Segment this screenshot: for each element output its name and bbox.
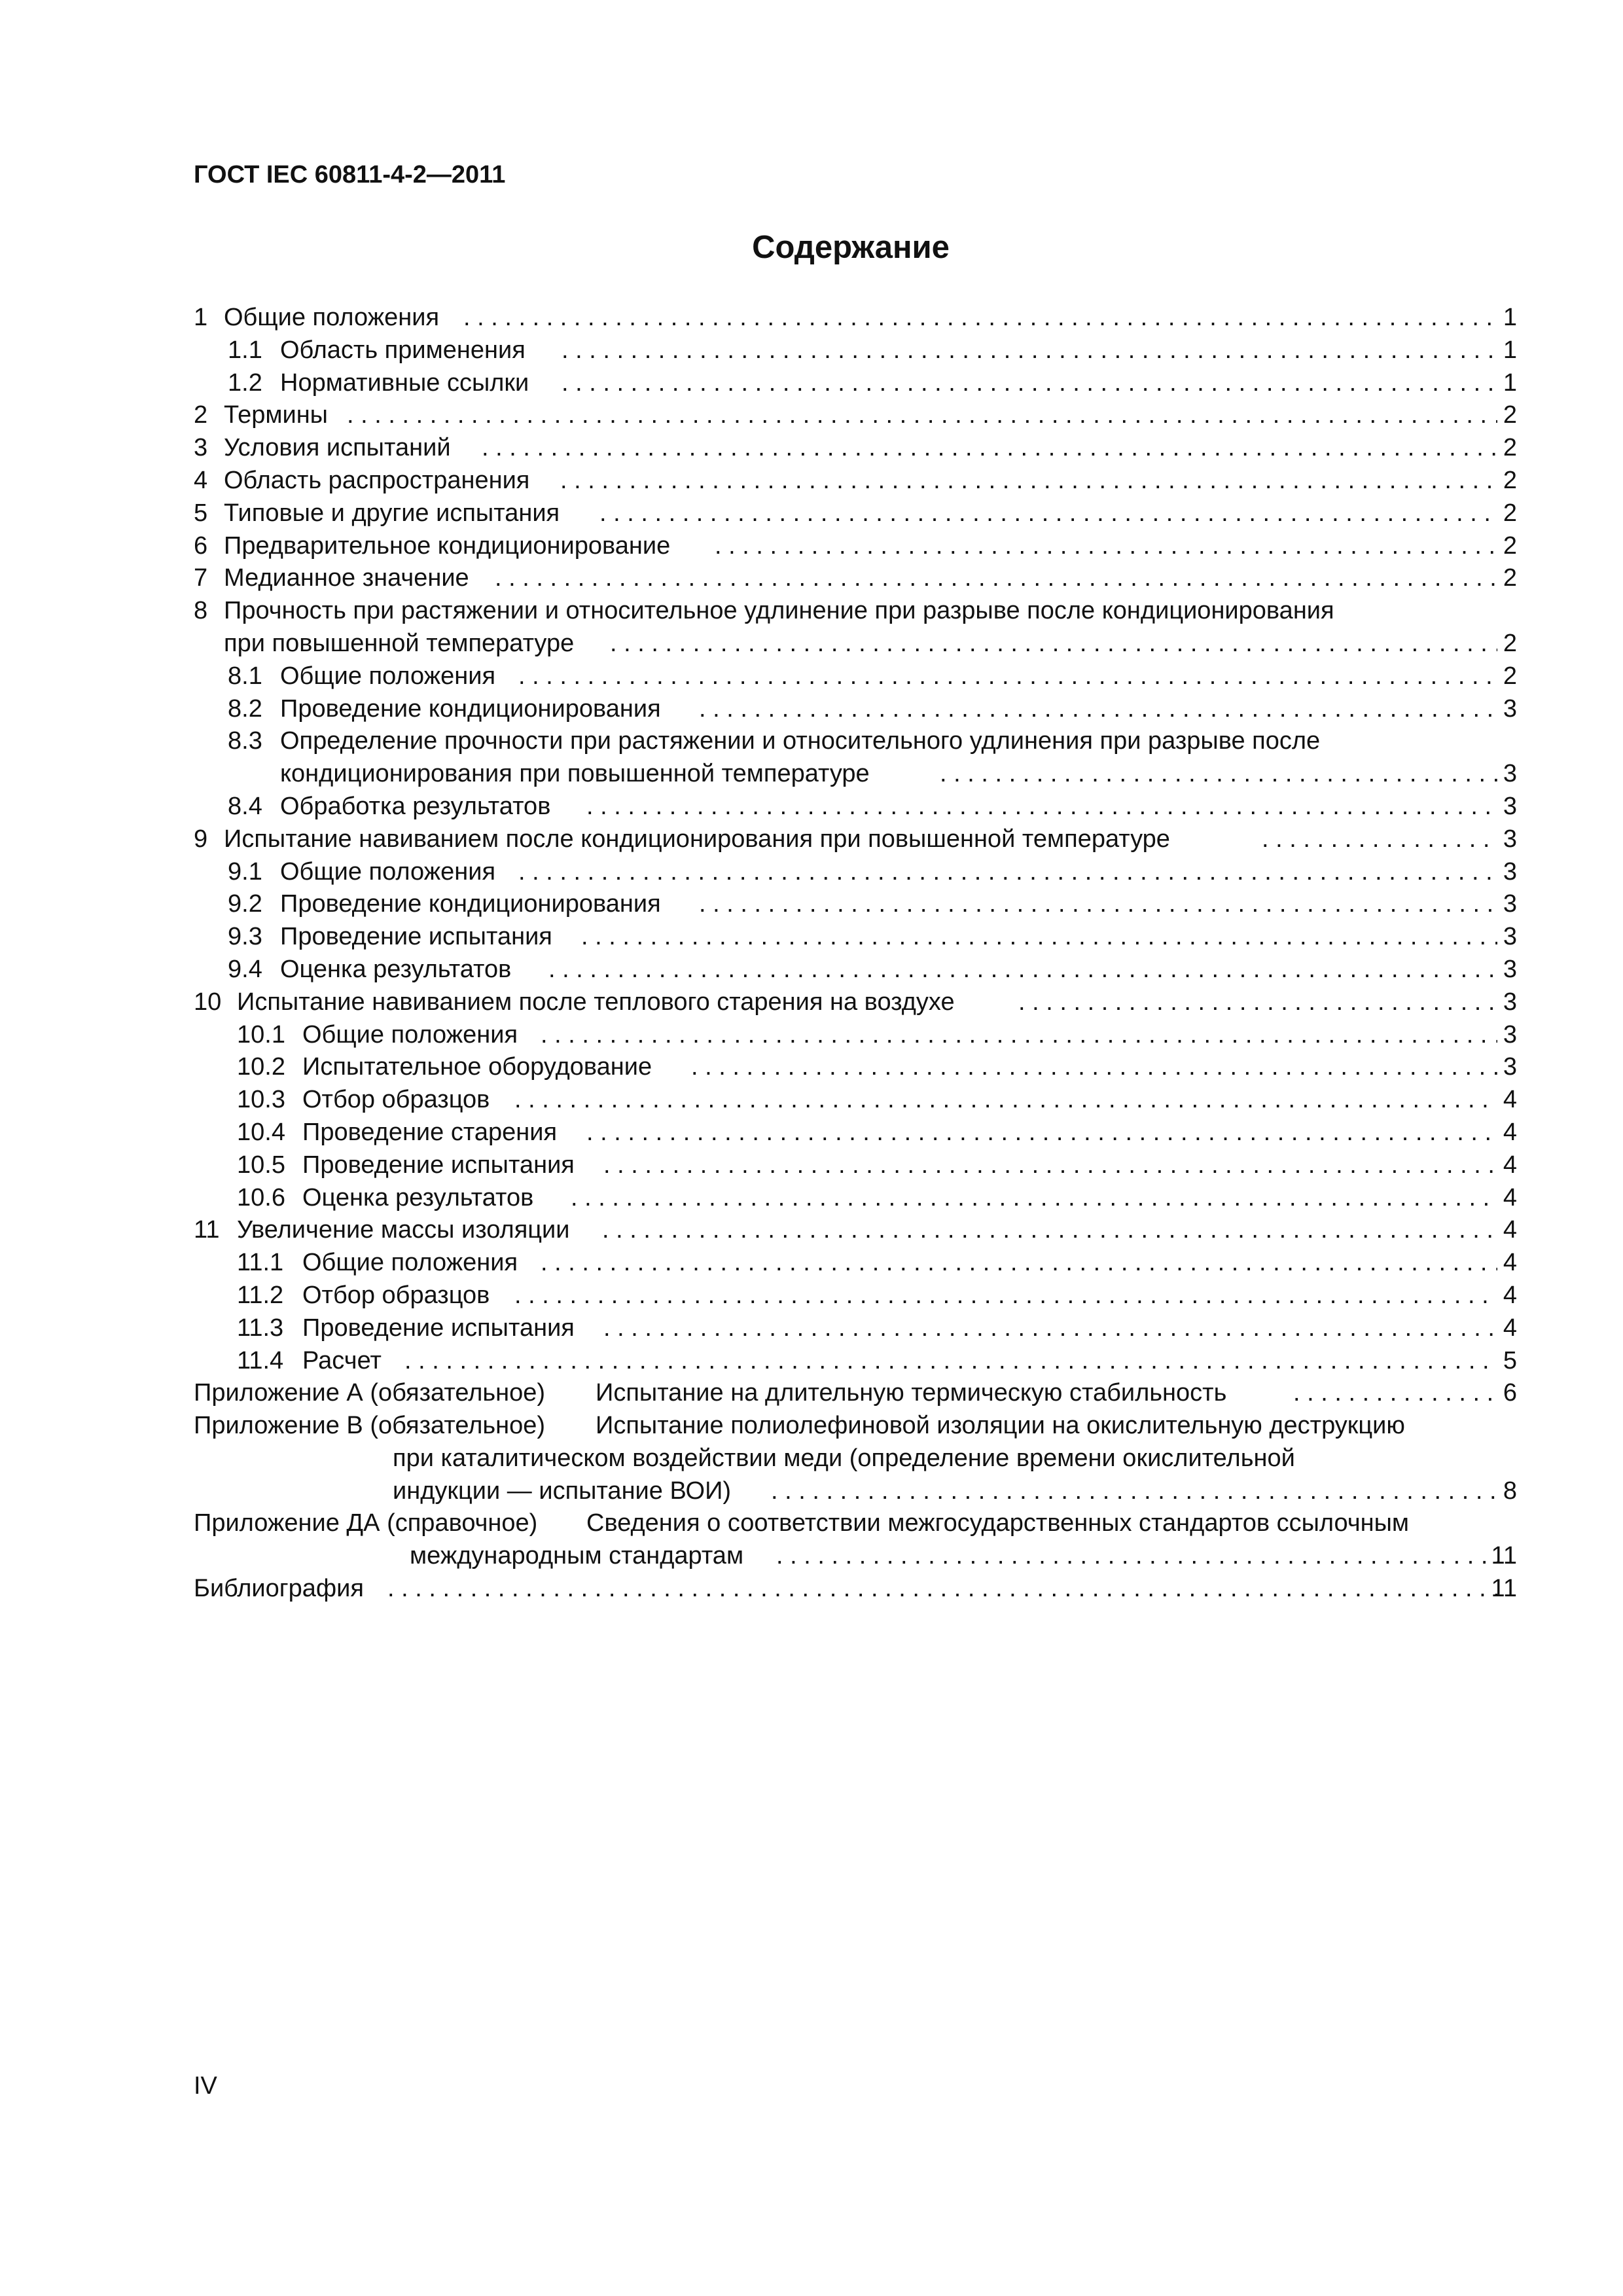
- toc-entry-number: 10.4: [237, 1118, 285, 1146]
- dot-leader: [691, 1051, 1497, 1084]
- toc-entry-page: 2: [1503, 629, 1517, 657]
- toc-entry-page: 2: [1503, 499, 1517, 527]
- toc-entry-title: Отбор образцов: [302, 1281, 490, 1309]
- dot-leader: [586, 1117, 1497, 1149]
- toc-entry-title: Нормативные ссылки: [280, 368, 529, 397]
- toc-entry-number: 9.4: [228, 955, 262, 983]
- toc-entry-page: 1: [1503, 336, 1517, 364]
- toc-entry-page: 2: [1503, 531, 1517, 560]
- toc-entry-number: 11.3: [237, 1314, 284, 1342]
- toc-entry-page: 4: [1503, 1183, 1517, 1211]
- toc-entry-number: 3: [194, 434, 208, 462]
- toc-entry-title: Прочность при растяжении и относительное удлинение при разрыве после кондиционирования: [224, 597, 1334, 625]
- toc-entry-page: 4: [1503, 1118, 1517, 1146]
- toc-entry-number: 5: [194, 499, 208, 527]
- toc-entry-title: Общие положения: [280, 857, 496, 886]
- toc-entry-number: 10.3: [237, 1086, 285, 1114]
- toc-entry[interactable]: [194, 823, 1517, 856]
- dot-leader: [482, 432, 1497, 465]
- toc-entry[interactable]: [194, 1019, 1517, 1052]
- toc-entry[interactable]: [194, 367, 1517, 400]
- toc-entry-title: Условия испытаний: [224, 434, 451, 462]
- toc-entry[interactable]: [194, 693, 1517, 726]
- toc-entry-title: Проведение испытания: [280, 923, 552, 951]
- toc-entry[interactable]: [194, 856, 1517, 889]
- toc-entry-page: 2: [1503, 564, 1517, 592]
- toc-entry-title: Сведения о соответствии межгосударственных стандартов ссылочным: [586, 1509, 1410, 1537]
- dot-leader: [699, 693, 1497, 726]
- toc-entry[interactable]: [194, 1084, 1517, 1117]
- toc-entry[interactable]: [194, 1149, 1517, 1182]
- toc-entry-page: 2: [1503, 434, 1517, 462]
- toc-entry[interactable]: [194, 1280, 1517, 1312]
- toc-entry-page: 3: [1503, 955, 1517, 983]
- toc-entry-number: 8.1: [228, 662, 262, 690]
- toc-entry-page: 11: [1491, 1542, 1517, 1570]
- dot-leader: [1262, 823, 1497, 856]
- toc-entry[interactable]: [194, 1410, 1517, 1443]
- toc-entry-page: 11: [1491, 1575, 1517, 1603]
- toc-entry[interactable]: [194, 399, 1517, 432]
- dot-leader: [518, 660, 1497, 693]
- toc-entry-number: 9.2: [228, 890, 262, 918]
- dot-leader: [514, 1280, 1497, 1312]
- toc-entry-page: 3: [1503, 792, 1517, 820]
- toc-entry-title: Проведение старения: [302, 1118, 558, 1146]
- toc-entry-title: Проведение испытания: [302, 1314, 575, 1342]
- dot-leader: [1018, 986, 1497, 1019]
- toc-entry-number: 9.3: [228, 923, 262, 951]
- toc-entry-title: Проведение кондиционирования: [280, 694, 661, 723]
- dot-leader: [463, 302, 1497, 334]
- toc-entry-number: 1.2: [228, 368, 262, 397]
- toc-entry[interactable]: [194, 888, 1517, 921]
- dot-leader: [715, 530, 1497, 563]
- toc-entry-title: Оценка результатов: [302, 1183, 534, 1211]
- dot-leader: [940, 758, 1497, 791]
- toc-entry-page: 3: [1503, 825, 1517, 853]
- toc-entry-title: Определение прочности при растяжении и относительного удлинения при разрыве после: [280, 727, 1321, 755]
- toc-entry-title: Оценка результатов: [280, 955, 512, 983]
- toc-entry-title: индукции — испытание ВОИ): [393, 1477, 732, 1505]
- toc-entry[interactable]: [194, 628, 1517, 660]
- dot-leader: [347, 399, 1497, 432]
- dot-leader: [518, 856, 1497, 889]
- toc-entry-number: 7: [194, 564, 208, 592]
- dot-leader: [571, 1182, 1497, 1215]
- toc-entry[interactable]: [194, 954, 1517, 986]
- toc-entry[interactable]: [194, 1345, 1517, 1378]
- toc-entry-title: Типовые и другие испытания: [224, 499, 560, 527]
- toc-entry[interactable]: [194, 1540, 1517, 1573]
- toc-entry-number: Библиография: [194, 1575, 364, 1603]
- toc-entry[interactable]: [194, 334, 1517, 367]
- dot-leader: [387, 1573, 1497, 1605]
- toc-entry-title: при каталитическом воздействии меди (определение времени окислительной: [393, 1444, 1295, 1472]
- toc-entry-number: 10: [194, 988, 222, 1016]
- toc-entry[interactable]: [194, 497, 1517, 530]
- toc-entry-page: 6: [1503, 1379, 1517, 1407]
- dot-leader: [610, 628, 1497, 660]
- toc-entry-page: 4: [1503, 1151, 1517, 1179]
- table-of-contents: [194, 302, 1517, 1605]
- toc-entry-title: Испытание полиолефиновой изоляции на окислительную деструкцию: [596, 1412, 1405, 1440]
- toc-entry-number: 8.4: [228, 792, 262, 820]
- toc-entry[interactable]: [194, 302, 1517, 334]
- toc-entry-title: Общие положения: [224, 304, 440, 331]
- toc-entry-title: Проведение кондиционирования: [280, 890, 661, 918]
- page-number: IV: [194, 2072, 217, 2100]
- dot-leader: [603, 1312, 1497, 1345]
- toc-entry-number: Приложение ДА (справочное): [194, 1509, 538, 1537]
- toc-entry-number: 10.6: [237, 1183, 285, 1211]
- toc-entry[interactable]: [194, 758, 1517, 791]
- toc-entry[interactable]: [194, 1247, 1517, 1280]
- toc-entry-page: 3: [1503, 857, 1517, 886]
- toc-entry-number: 11.2: [237, 1281, 284, 1309]
- toc-entry[interactable]: [194, 1377, 1517, 1410]
- dot-leader: [562, 334, 1497, 367]
- toc-entry-title: Проведение испытания: [302, 1151, 575, 1179]
- toc-entry[interactable]: [194, 660, 1517, 693]
- toc-entry-number: Приложение В (обязательное): [194, 1412, 546, 1440]
- toc-entry-title: Обработка результатов: [280, 792, 551, 820]
- toc-entry-title: Область распространения: [224, 466, 530, 494]
- toc-entry-title: Расчет: [302, 1346, 382, 1374]
- toc-entry-number: 8: [194, 597, 208, 625]
- toc-entry[interactable]: [194, 1051, 1517, 1084]
- toc-entry-title: Термины: [224, 401, 328, 429]
- toc-entry-title: Медианное значение: [224, 564, 469, 592]
- dot-leader: [599, 497, 1497, 530]
- toc-entry-number: 1: [194, 304, 208, 331]
- toc-entry-page: 2: [1503, 662, 1517, 690]
- toc-entry-number: 9: [194, 825, 208, 853]
- dot-leader: [586, 791, 1497, 823]
- toc-entry-number: 6: [194, 531, 208, 560]
- toc-entry[interactable]: [194, 465, 1517, 497]
- toc-entry-page: 2: [1503, 401, 1517, 429]
- toc-entry-page: 4: [1503, 1249, 1517, 1277]
- toc-entry-title: Общие положения: [280, 662, 496, 690]
- toc-entry-page: 8: [1503, 1477, 1517, 1505]
- toc-entry[interactable]: [194, 1573, 1517, 1605]
- toc-entry-page: 3: [1503, 890, 1517, 918]
- dot-leader: [514, 1084, 1497, 1117]
- dot-leader: [548, 954, 1497, 986]
- toc-entry-title: Отбор образцов: [302, 1086, 490, 1114]
- toc-entry[interactable]: [194, 530, 1517, 563]
- toc-entry-page: 3: [1503, 694, 1517, 723]
- dot-leader: [581, 921, 1497, 954]
- toc-entry[interactable]: [194, 1475, 1517, 1508]
- toc-entry[interactable]: [194, 432, 1517, 465]
- toc-entry-number: 11.4: [237, 1346, 284, 1374]
- dot-leader: [699, 888, 1497, 921]
- toc-entry-number: 4: [194, 466, 208, 494]
- dot-leader: [560, 465, 1497, 497]
- dot-leader: [495, 562, 1497, 595]
- toc-title: Содержание: [752, 230, 950, 265]
- dot-leader: [776, 1540, 1497, 1573]
- toc-entry-number: 10.5: [237, 1151, 285, 1179]
- toc-entry-number: Приложение А (обязательное): [194, 1379, 546, 1407]
- toc-entry-title: Испытание на длительную термическую стабильность: [596, 1379, 1227, 1407]
- toc-entry-title: Увеличение массы изоляции: [237, 1216, 570, 1244]
- toc-entry-title: международным стандартам: [410, 1542, 744, 1570]
- toc-entry-page: 4: [1503, 1281, 1517, 1309]
- toc-entry[interactable]: [194, 986, 1517, 1019]
- toc-entry[interactable]: [194, 921, 1517, 954]
- toc-entry-page: 3: [1503, 923, 1517, 951]
- toc-entry[interactable]: [194, 1182, 1517, 1215]
- dot-leader: [603, 1149, 1497, 1182]
- toc-entry-page: 3: [1503, 1053, 1517, 1081]
- dot-leader: [541, 1247, 1497, 1280]
- toc-entry-title: Область применения: [280, 336, 526, 364]
- toc-entry-number: 8.3: [228, 727, 262, 755]
- toc-entry-page: 3: [1503, 1020, 1517, 1049]
- toc-entry-page: 1: [1503, 368, 1517, 397]
- toc-entry-number: 9.1: [228, 857, 262, 886]
- toc-entry[interactable]: [194, 1117, 1517, 1149]
- toc-entry[interactable]: [194, 1443, 1517, 1475]
- toc-entry[interactable]: [194, 1312, 1517, 1345]
- toc-entry-title: при повышенной температуре: [224, 629, 575, 657]
- toc-entry-page: 5: [1503, 1346, 1517, 1374]
- document-code: ГОСТ IEC 60811-4-2—2011: [194, 161, 506, 188]
- toc-entry-number: 10.2: [237, 1053, 285, 1081]
- toc-entry-title: Испытание навиванием после кондиционирования при повышенной температуре: [224, 825, 1170, 853]
- toc-entry[interactable]: [194, 1214, 1517, 1247]
- toc-entry[interactable]: [194, 1507, 1517, 1540]
- toc-entry-page: 4: [1503, 1314, 1517, 1342]
- dot-leader: [541, 1019, 1497, 1052]
- toc-entry-number: 11.1: [237, 1249, 284, 1277]
- dot-leader: [1293, 1377, 1497, 1410]
- toc-entry-page: 2: [1503, 466, 1517, 494]
- toc-entry-number: 2: [194, 401, 208, 429]
- toc-entry-title: Общие положения: [302, 1249, 518, 1277]
- toc-entry-title: Общие положения: [302, 1020, 518, 1049]
- toc-entry-number: 8.2: [228, 694, 262, 723]
- toc-entry-title: Предварительное кондиционирование: [224, 531, 671, 560]
- toc-entry-page: 3: [1503, 988, 1517, 1016]
- toc-entry[interactable]: [194, 725, 1517, 758]
- toc-entry-title: кондиционирования при повышенной температуре: [280, 760, 870, 788]
- toc-entry-page: 4: [1503, 1216, 1517, 1244]
- dot-leader: [404, 1345, 1497, 1378]
- toc-entry-title: Испытание навиванием после теплового старения на воздухе: [237, 988, 955, 1016]
- dot-leader: [562, 367, 1497, 400]
- toc-entry-title: Испытательное оборудование: [302, 1053, 652, 1081]
- toc-entry[interactable]: [194, 595, 1517, 628]
- toc-entry-page: 4: [1503, 1086, 1517, 1114]
- toc-entry-number: 11: [194, 1216, 220, 1244]
- dot-leader: [602, 1214, 1497, 1247]
- toc-entry-page: 3: [1503, 760, 1517, 788]
- toc-entry-number: 10.1: [237, 1020, 285, 1049]
- toc-entry[interactable]: [194, 791, 1517, 823]
- dot-leader: [771, 1475, 1497, 1508]
- toc-entry-number: 1.1: [228, 336, 262, 364]
- toc-entry-page: 1: [1503, 304, 1517, 331]
- toc-entry[interactable]: [194, 562, 1517, 595]
